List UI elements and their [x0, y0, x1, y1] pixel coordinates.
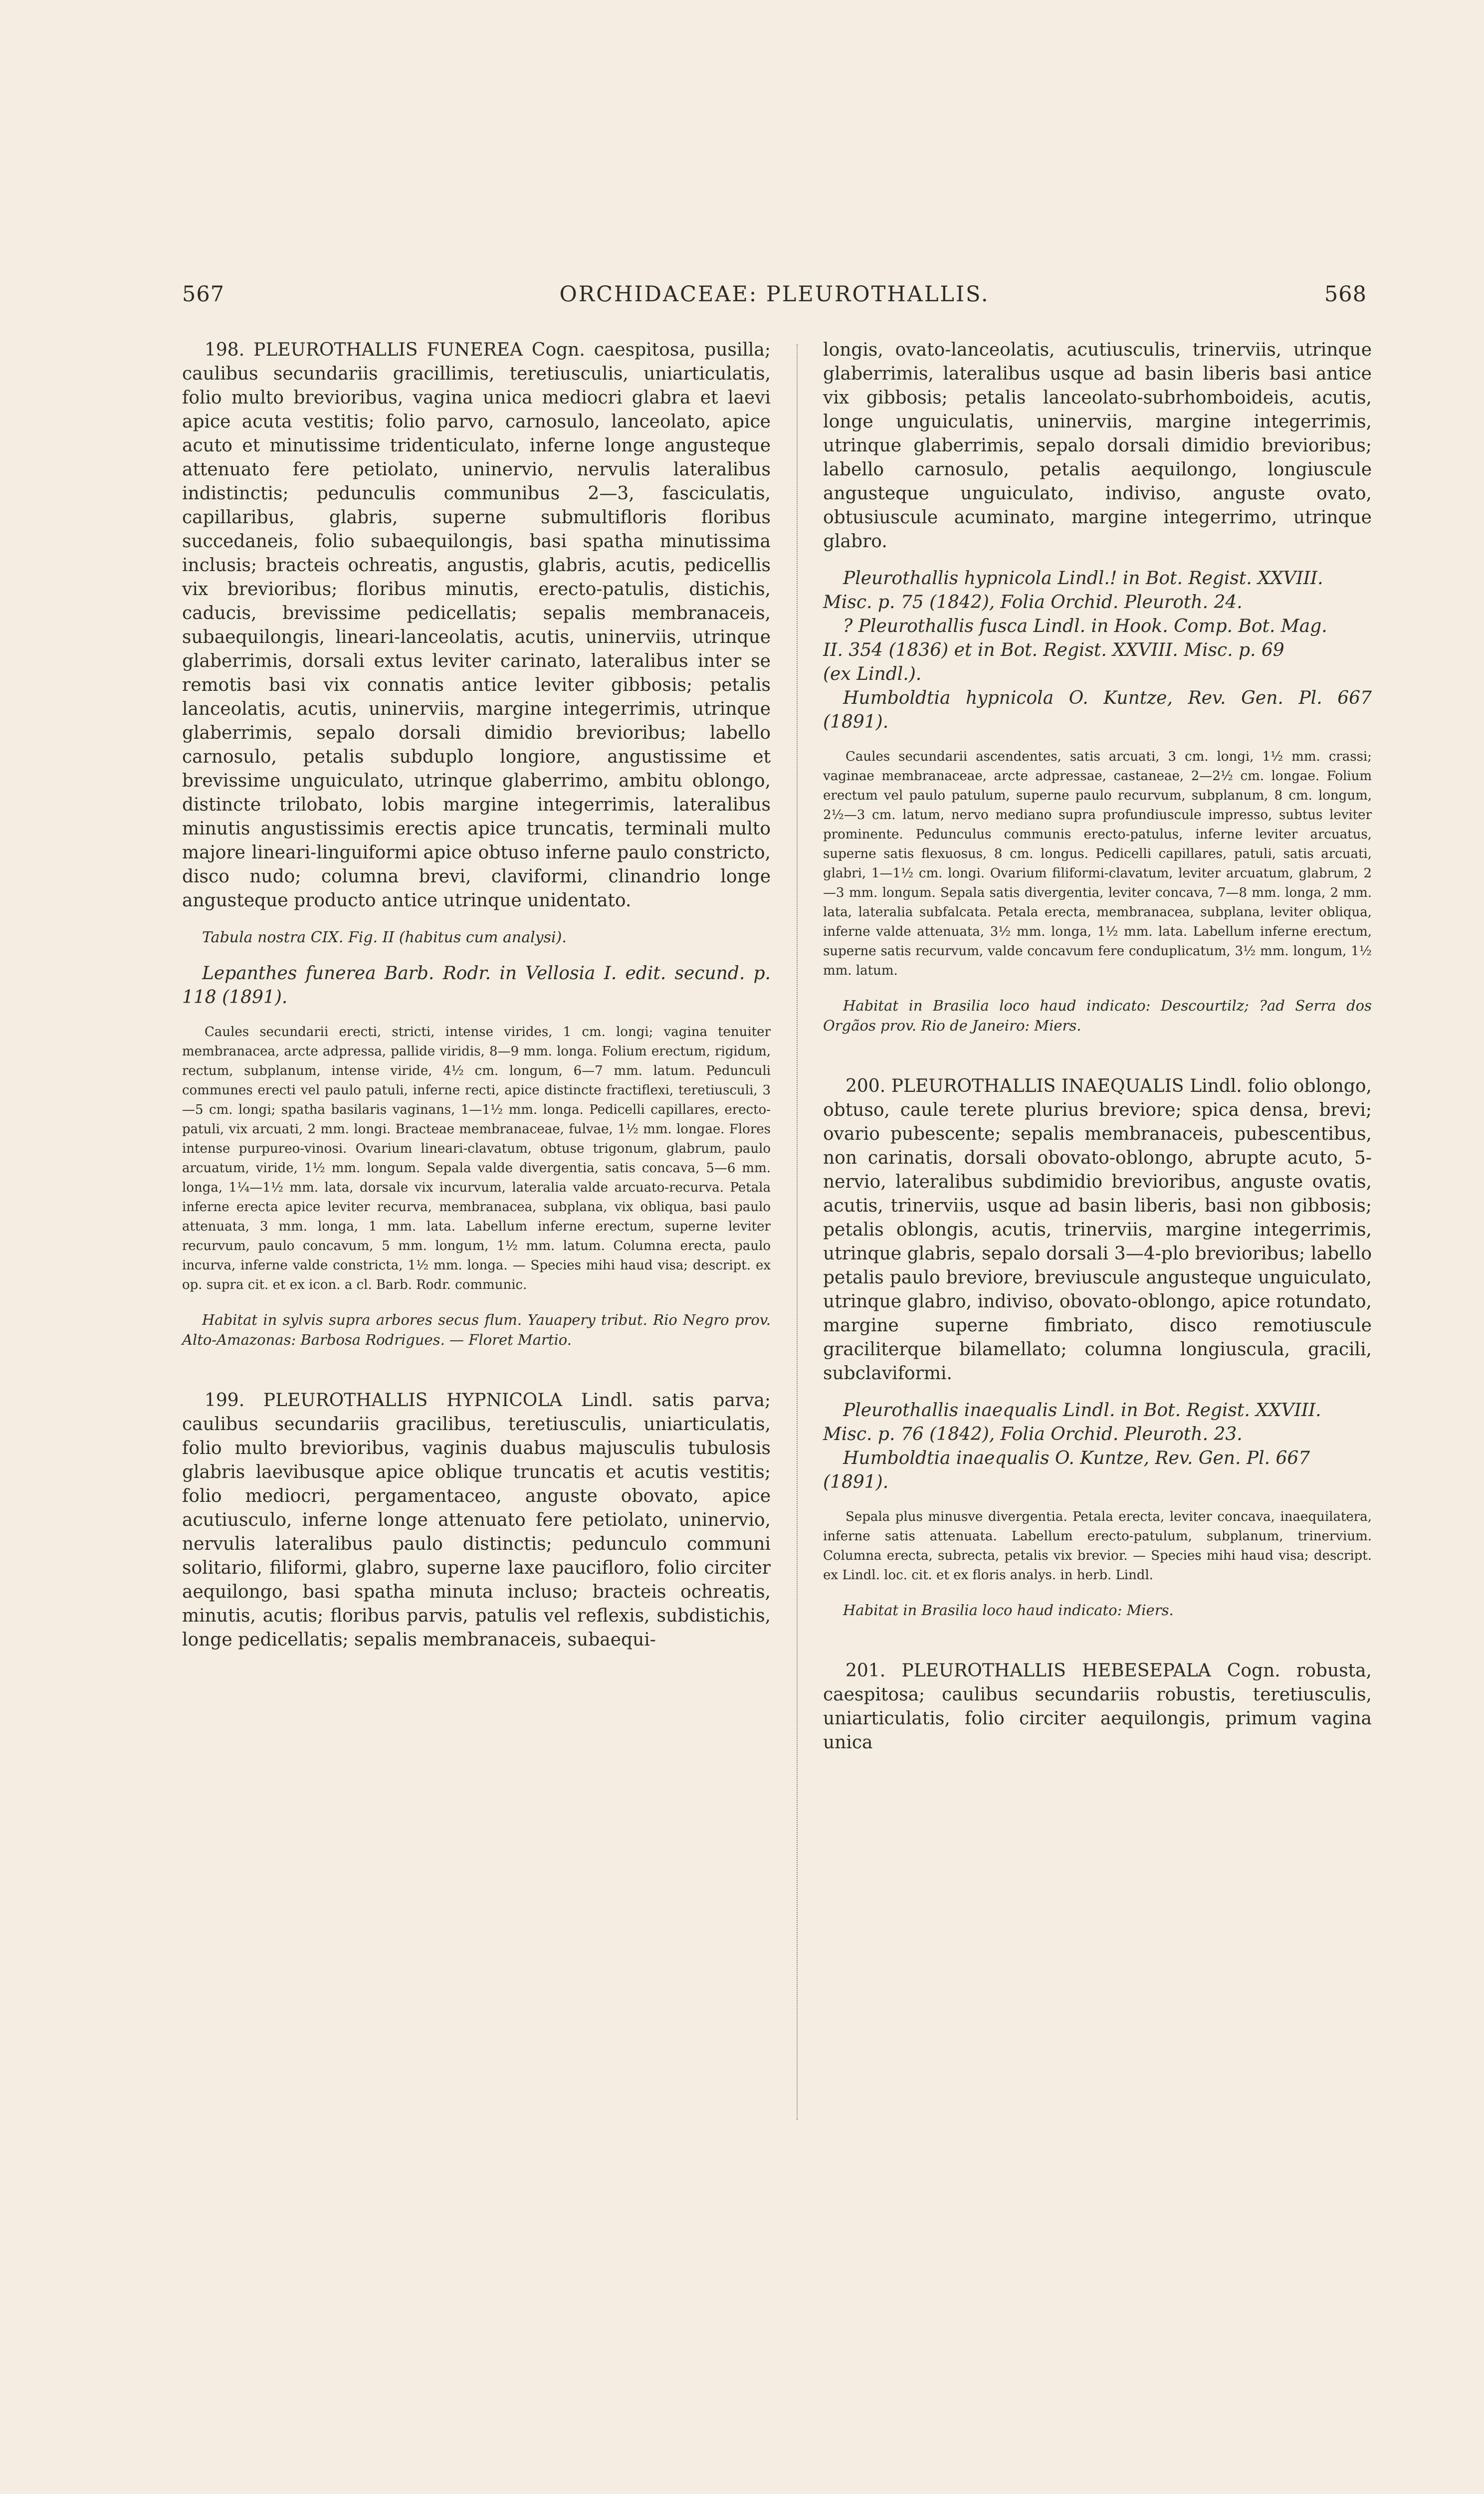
- species-200-habitat: Habitat in Brasilia loco haud indicato: Miers.: [843, 1602, 1174, 1619]
- species-201-description: 201. PLEUROTHALLIS HEBESEPALA Cogn. robusta, caespitosa; caulibus secundariis robustis, teretiusculis, uniarticulatis, folio circiter aequilongis, primum vagina unica: [823, 1661, 1372, 1753]
- species-198-notes: Caules secundarii erecti, stricti, intense virides, 1 cm. longi; vagina tenuiter membranacea, arcte adpressa, pallide viridis, 8—9 mm. longa. Folium erectum, rigidum, rectum, subplanum, intense viride, 4½ cm. longum, 6—7 mm. latum. Pedunculi communes erecti vel paulo patuli, inferne recti, apice distincte fractiflexi, teretiusculi, 3—5 cm. longi; spatha basilaris vaginans, 1—1½ mm. longa. Pedicelli capillares, erecto-patuli, vix arcuati, 2 mm. longi. Bracteae membranaceae, fulvae, 1½ mm. longae. Flores intense purpureo-vinosi. Ovarium lineari-clavatum, obtuse trigonum, glabrum, paulo arcuatum, viride, 1½ mm. longum. Sepala valde divergentia, satis concava, 5—6 mm. longa, 1¼—1½ mm. lata, dorsale vix incurvum, lateralia valde arcuato-recurva. Petala inferne erecta apice leviter recurva, membranacea, subplana, vix obliqua, basi paulo attenuata, 3 mm. longa, 1 mm. lata. Labellum inferne erectum, superne leviter recurvum, paulo concavum, 5 mm. longum, 1½ mm. latum. Columna erecta, paulo incurva, inferne valde constricta, 1½ mm. longa. — Species mihi haud visa; descript. ex op. supra cit. et ex icon. a cl. Barb. Rodr. communic.: [182, 1025, 771, 1292]
- right-column: [823, 338, 1372, 1755]
- synonym-line: II. 354 (1836) et in Bot. Regist. XXVIII. Misc. p. 69: [823, 640, 1284, 660]
- species-198-description: 198. PLEUROTHALLIS FUNEREA Cogn. caespitosa, pusilla; caulibus secundariis gracillimis, teretiusculis, uniarticulatis, folio multo brevioribus, vagina unica mediocri glabra et laevi apice acuta vestitis; folio parvo, carnosulo, lanceolato, apice acuto et minutissime tridenticulato, inferne longe angusteque attenuato fere petiolato, uninervio, nervulis lateralibus indistinctis; pedunculis communibus 2—3, fasciculatis, capillaribus, glabris, superne submultifloris floribus succedaneis, folio subaequilongis, basi spatha minutissima inclusis; bracteis ochreatis, angustis, glabris, acutis, pedicellis vix brevioribus; floribus minutis, erecto-patulis, distichis, caducis, brevissime pedicellatis; sepalis membranaceis, subaequilongis, lineari-lanceolatis, acutis, uninerviis, utrinque glaberrimis, dorsali extus leviter carinato, lateralibus inter se remotis basi vix connatis antice leviter gibbosis; petalis lanceolatis, acutis, uninerviis, margine integerrimis, utrinque glaberrimis, sepalo dorsali dimidio brevioribus; labello carnosulo, petalis subduplo longiore, angustissime et brevissime unguiculato, utrinque glaberrimo, ambitu oblongo, distincte trilobato, lobis margine integerrimis, lateralibus minutis angustissimis erectis apice truncatis, terminali multo majore lineari-linguiformi apice obtuso inferne paulo constricto, disco nudo; columna brevi, claviformi, clinandrio longe angusteque producto antice utrinque unidentato.: [182, 340, 771, 911]
- synonym-line: (ex Lindl.).: [823, 664, 922, 684]
- synonym-line: Pleurothallis hypnicola Lindl.! in Bot. Regist. XXVIII.: [843, 568, 1323, 589]
- running-title: ORCHIDACEAE: PLEUROTHALLIS.: [559, 282, 990, 307]
- page-number-right: 568: [1324, 282, 1367, 307]
- species-199-description-continued: longis, ovato-lanceolatis, acutiusculis, trinerviis, utrinque glaberrimis, lateralibus usque ad basin liberis basi antice vix gibbosis; petalis lanceolato-subrhomboideis, acutis, longe unguiculatis, uninerviis, margine integerrimis, utrinque glaberrimis, sepalo dorsali dimidio brevioribus; labello carnosulo, petalis aequilongo, longiuscule angusteque unguiculato, indiviso, anguste ovato, obtusiuscule acuminato, margine integerrimo, utrinque glabro.: [823, 340, 1372, 552]
- species-199-habitat: Habitat in Brasilia loco haud indicato: Descourtilz; ?ad Serra dos Orgãos prov. Rio de Janeiro: Miers.: [823, 997, 1372, 1034]
- synonym-line: (1891).: [823, 1472, 889, 1492]
- synonym-line: Pleurothallis inaequalis Lindl. in Bot. Regist. XXVIII.: [843, 1400, 1321, 1421]
- species-198-plate-reference: Tabula nostra CIX. Fig. II (habitus cum analysi).: [202, 929, 567, 946]
- species-199-synonyms: [823, 567, 1372, 734]
- species-200-notes: Sepala plus minusve divergentia. Petala erecta, leviter concava, inaequilatera, inferne satis attenuata. Labellum erecto-patulum, subplanum, trinervium. Columna erecta, subrecta, petalis vix brevior. — Species mihi haud visa; descript. ex Lindl. loc. cit. et ex floris analys. in herb. Lindl.: [823, 1509, 1372, 1583]
- species-200-synonyms: [823, 1399, 1372, 1494]
- species-198-habitat: Habitat in sylvis supra arbores secus flum. Yauapery tribut. Rio Negro prov. Alto-Amazonas: Barbosa Rodrigues. — Floret Martio.: [182, 1311, 771, 1348]
- left-column: [182, 338, 771, 1652]
- species-198-synonym: Lepanthes funerea Barb. Rodr. in Vellosia I. edit. secund. p. 118 (1891).: [182, 963, 771, 1008]
- page-header: [182, 282, 1367, 317]
- synonym-line: Misc. p. 75 (1842), Folia Orchid. Pleuroth. 24.: [823, 592, 1243, 613]
- species-199-description: 199. PLEUROTHALLIS HYPNICOLA Lindl. satis parva; caulibus secundariis gracilibus, teretiusculis, uniarticulatis, folio multo brevioribus, vaginis duabus majusculis tubulosis glabris laevibusque apice oblique truncatis et acutis vestitis; folio mediocri, pergamentaceo, anguste obovato, apice acutiusculo, inferne longe attenuato fere petiolato, uninervio, nervulis lateralibus paulo distinctis; pedunculo communi solitario, filiformi, glabro, superne laxe paucifloro, folio circiter aequilongo, basi spatha minuta incluso; bracteis ochreatis, minutis, acutis; floribus parvis, patulis vel reflexis, subdistichis, longe pedicellatis; sepalis membranaceis, subaequi-: [182, 1390, 771, 1650]
- synonym-line: Humboldtia hypnicola O. Kuntze, Rev. Gen. Pl. 667 (1891).: [823, 688, 1372, 732]
- page-number-left: 567: [182, 282, 225, 307]
- synonym-line: ? Pleurothallis fusca Lindl. in Hook. Comp. Bot. Mag.: [843, 616, 1327, 636]
- synonym-line: Misc. p. 76 (1842), Folia Orchid. Pleuroth. 23.: [823, 1424, 1243, 1445]
- synonym-line: Humboldtia inaequalis O. Kuntze, Rev. Gen. Pl. 667: [843, 1448, 1310, 1468]
- species-199-notes: Caules secundarii ascendentes, satis arcuati, 3 cm. longi, 1½ mm. crassi; vaginae membranaceae, arcte adpressae, castaneae, 2—2½ cm. longae. Folium erectum vel paulo patulum, superne paulo recurvum, subplanum, 8 cm. longum, 2½—3 cm. latum, nervo mediano supra profundiuscule impresso, subtus leviter prominente. Pedunculus communis erecto-patulus, inferne leviter arcuatus, superne satis flexuosus, 8 cm. longus. Pedicelli capillares, patuli, satis arcuati, glabri, 1—1½ cm. longi. Ovarium filiformi-clavatum, leviter arcuatum, glabrum, 2—3 mm. longum. Sepala satis divergentia, leviter concava, 7—8 mm. longa, 2 mm. lata, lateralia subfalcata. Petala erecta, membranacea, subplana, leviter obliqua, inferne valde attenuata, 3½ mm. longa, 1½ mm. lata. Labellum inferne erectum, superne satis recurvum, valde concavum fere conduplicatum, 3½ mm. longum, 1½ mm. latum.: [823, 749, 1372, 978]
- species-200-description: 200. PLEUROTHALLIS INAEQUALIS Lindl. folio oblongo, obtuso, caule terete plurius breviore; spica densa, brevi; ovario pubescente; sepalis membranaceis, pubescentibus, non carinatis, dorsali obovato-oblongo, abrupte acuto, 5-nervio, lateralibus subdimidio brevioribus, anguste ovatis, acutis, trinerviis, usque ad basin liberis, basi non gibbosis; petalis oblongis, acutis, trinerviis, margine integerrimis, utrinque glabris, sepalo dorsali 3—4-plo brevioribus; labello petalis paulo breviore, breviuscule angusteque unguiculato, utrinque glabro, indiviso, obovato-oblongo, apice rotundato, margine superne fimbriato, disco remotiuscule graciliterque bilamellato; columna longiuscula, gracili, subclaviformi.: [823, 1076, 1372, 1384]
- column-divider: [797, 344, 798, 2120]
